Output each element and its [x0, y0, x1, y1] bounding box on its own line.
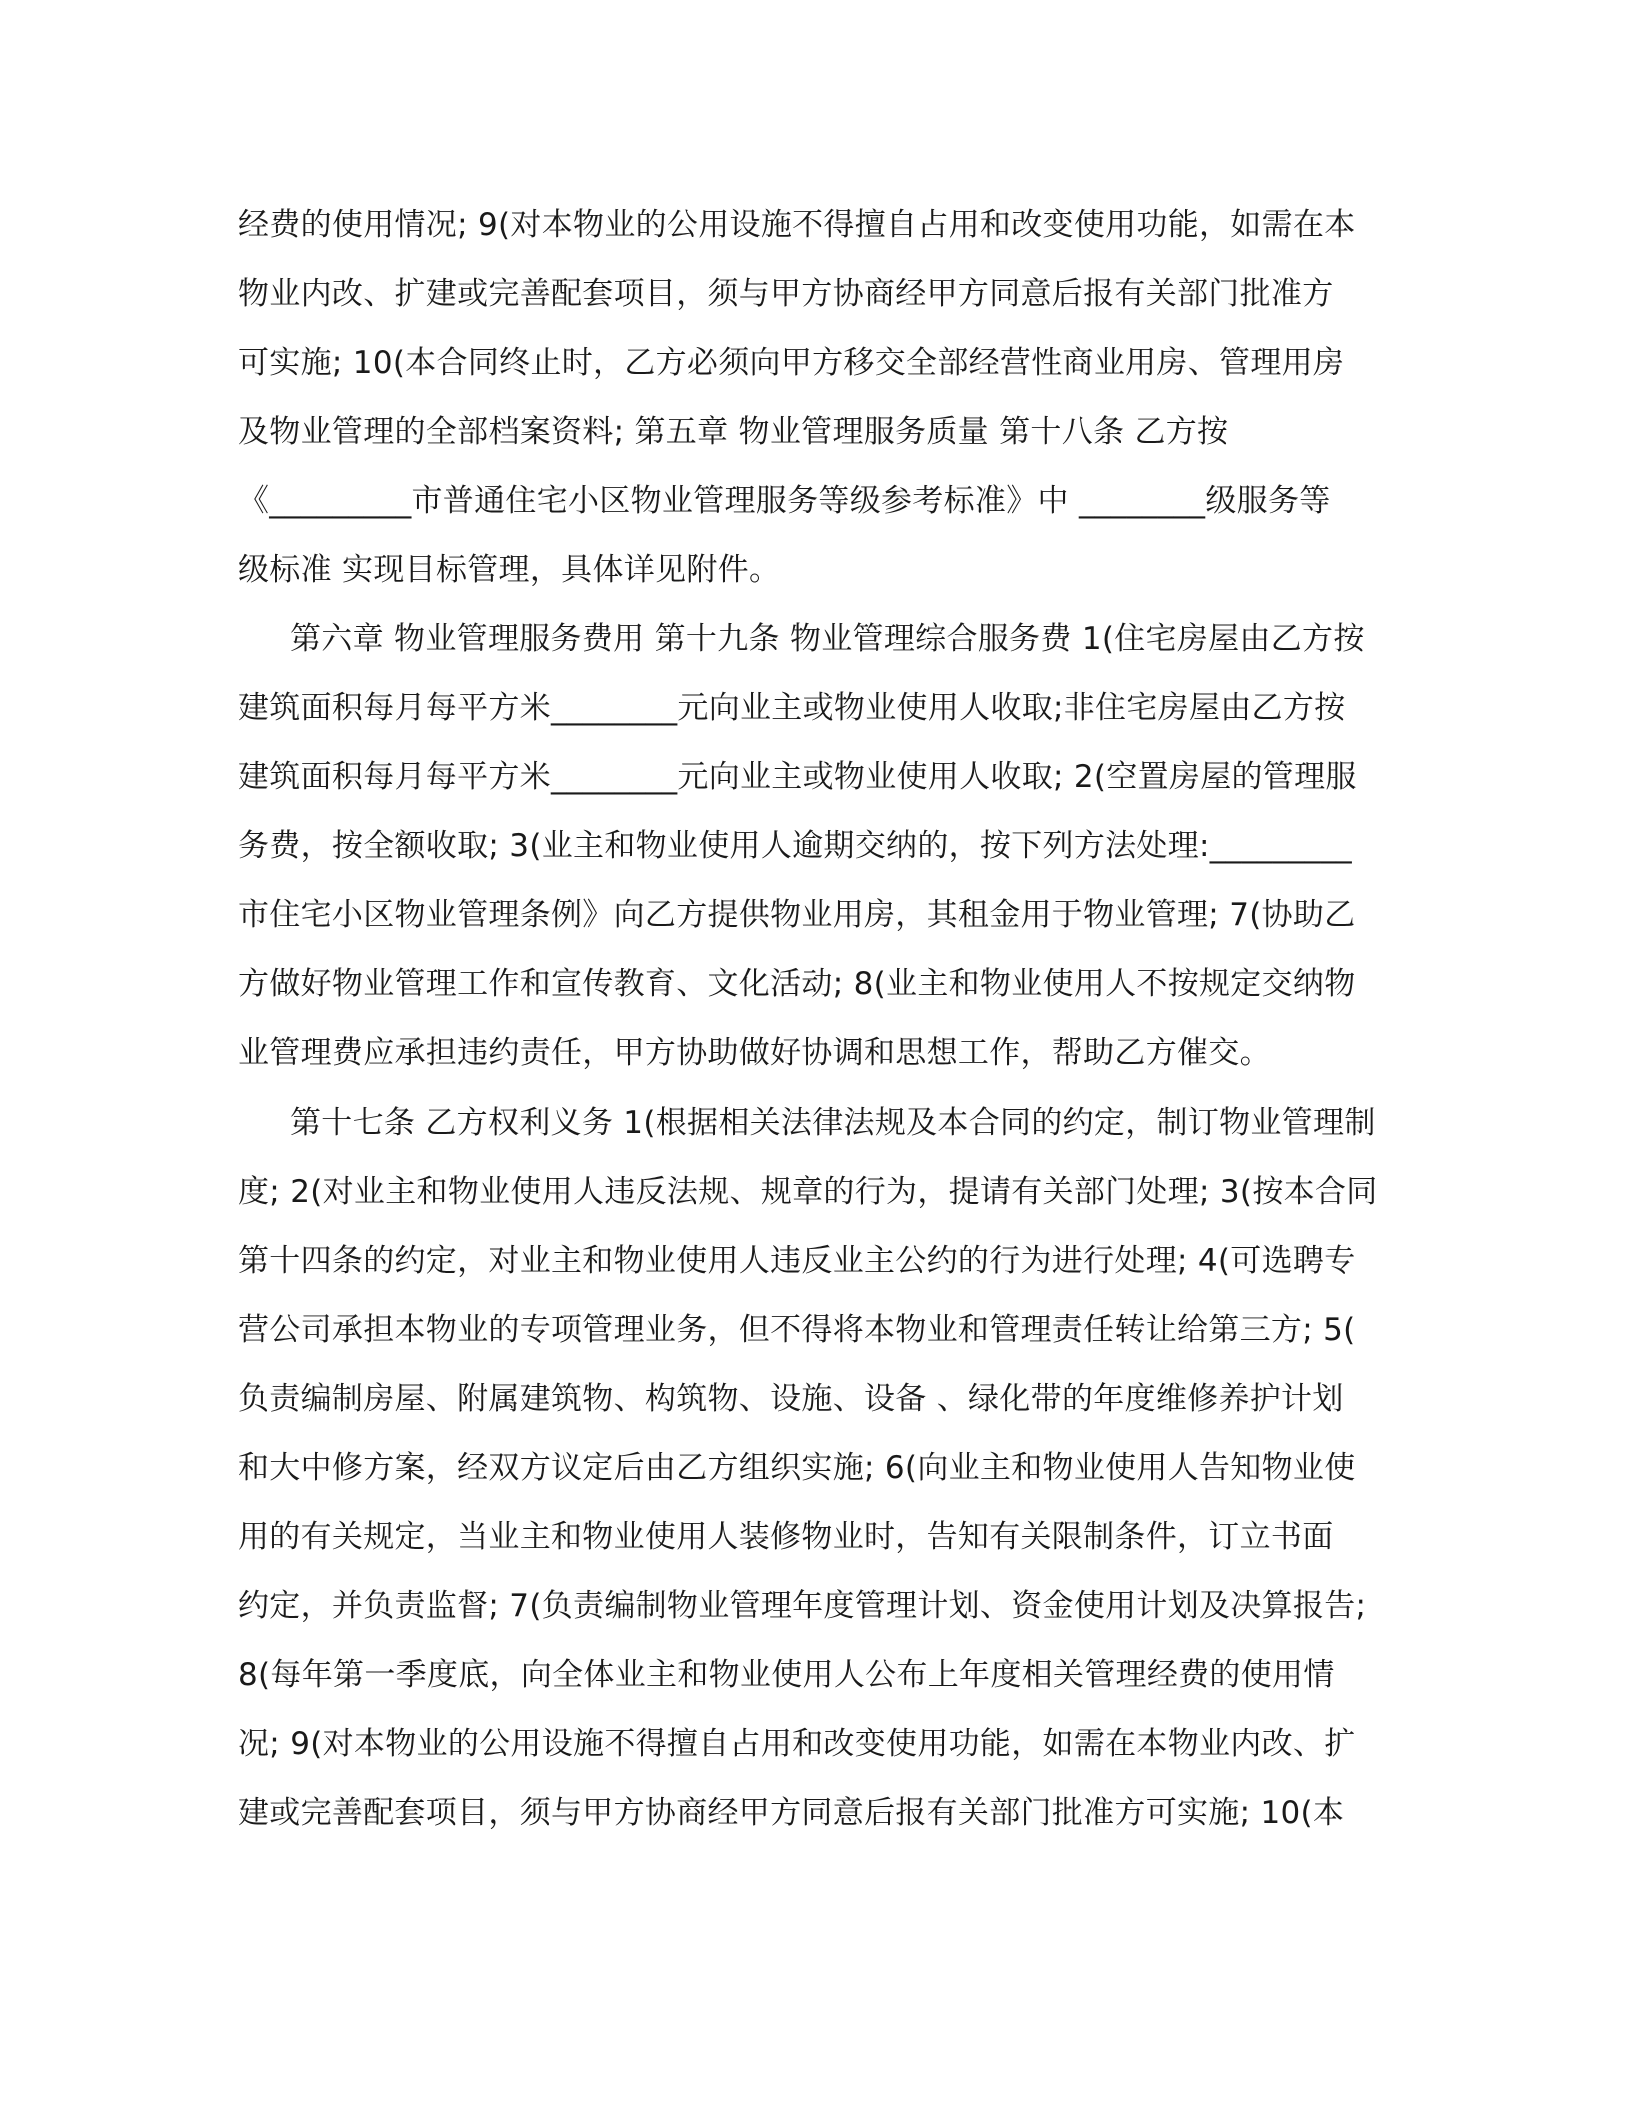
- text-line: 负责编制房屋、附属建筑物、构筑物、设施、设备 、绿化带的年度维修养护计划: [238, 1381, 1344, 1417]
- text-line: 级标准 实现目标管理，具体详见附件。: [238, 552, 781, 588]
- text-line: 及物业管理的全部档案资料; 第五章 物业管理服务质量 第十八条 乙方按: [238, 414, 1229, 450]
- text-line: 经费的使用情况; 9(对本物业的公用设施不得擅自占用和改变使用功能，如需在本: [238, 207, 1356, 243]
- text-line: 第十四条的约定，对业主和物业使用人违反业主公约的行为进行处理; 4(可选聘专: [238, 1243, 1356, 1279]
- text-line: 营公司承担本物业的专项管理业务，但不得将本物业和管理责任转让给第三方; 5(: [238, 1312, 1356, 1348]
- text-line: 物业内改、扩建或完善配套项目，须与甲方协商经甲方同意后报有关部门批准方: [238, 276, 1334, 312]
- text-line: 业管理费应承担违约责任，甲方协助做好协调和思想工作，帮助乙方催交。: [238, 1035, 1271, 1071]
- text-line: 约定，并负责监督; 7(负责编制物业管理年度管理计划、资金使用计划及决算报告;: [238, 1588, 1367, 1624]
- text-line: 用的有关规定，当业主和物业使用人装修物业时，告知有关限制条件，订立书面: [238, 1519, 1334, 1555]
- text-line: 和大中修方案，经双方议定后由乙方组织实施; 6(向业主和物业使用人告知物业使: [238, 1450, 1356, 1486]
- text-line: 建筑面积每月每平方米________元向业主或物业使用人收取; 2(空置房屋的管理服: [238, 759, 1357, 795]
- text-line: 市住宅小区物业管理条例》向乙方提供物业用房，其租金用于物业管理; 7(协助乙: [238, 897, 1356, 933]
- text-line: 建或完善配套项目，须与甲方协商经甲方同意后报有关部门批准方可实施; 10(本: [238, 1795, 1345, 1831]
- text-line: 《_________市普通住宅小区物业管理服务等级参考标准》中 ________级服务等: [238, 483, 1331, 519]
- paragraph-start-line: 第六章 物业管理服务费用 第十九条 物业管理综合服务费 1(住宅房屋由乙方按: [290, 621, 1365, 657]
- text-line: 况; 9(对本物业的公用设施不得擅自占用和改变使用功能，如需在本物业内改、扩: [238, 1726, 1356, 1762]
- paragraph-start-line: 第十七条 乙方权利义务 1(根据相关法律法规及本合同的约定，制订物业管理制: [290, 1105, 1376, 1141]
- text-line: 务费，按全额收取; 3(业主和物业使用人逾期交纳的，按下列方法处理:_________: [238, 828, 1352, 864]
- text-line: 8(每年第一季度底，向全体业主和物业使用人公布上年度相关管理经费的使用情: [238, 1657, 1335, 1693]
- text-line: 度; 2(对业主和物业使用人违反法规、规章的行为，提请有关部门处理; 3(按本合同: [238, 1174, 1378, 1210]
- text-line: 方做好物业管理工作和宣传教育、文化活动; 8(业主和物业使用人不按规定交纳物: [238, 966, 1356, 1002]
- text-line: 可实施; 10(本合同终止时，乙方必须向甲方移交全部经营性商业用房、管理用房: [238, 345, 1345, 381]
- text-line: 建筑面积每月每平方米________元向业主或物业使用人收取;非住宅房屋由乙方按: [238, 690, 1346, 726]
